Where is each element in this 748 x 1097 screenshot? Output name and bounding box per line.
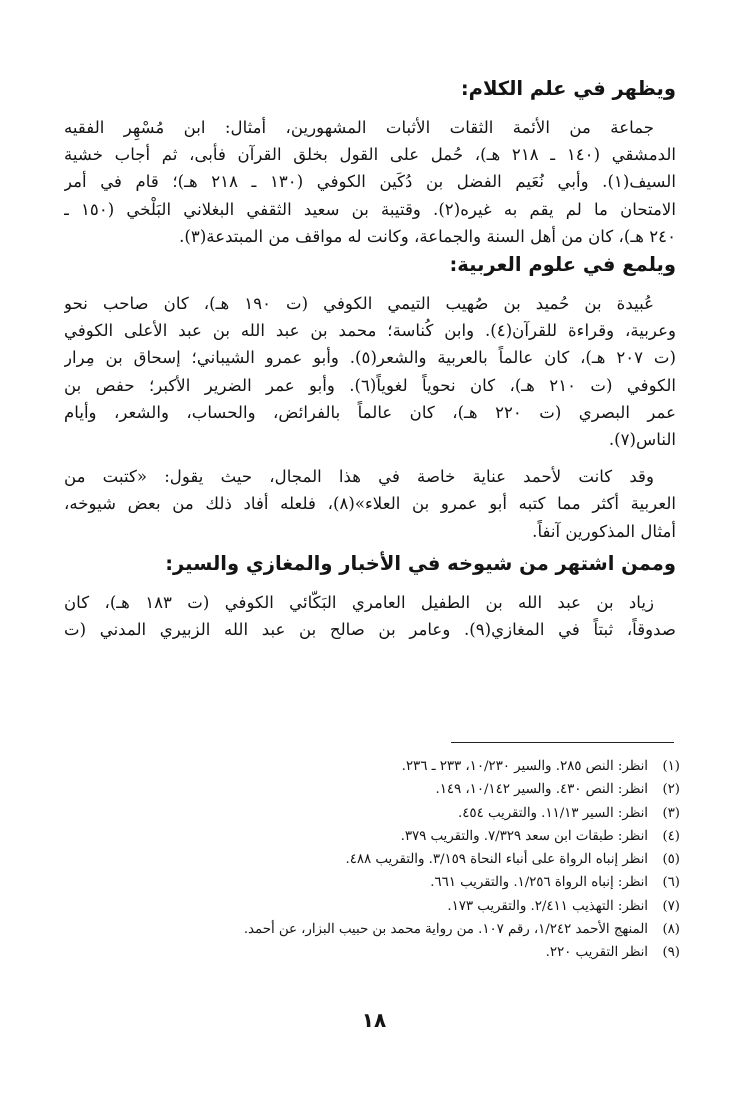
footnote-text: انظر: طبقات ابن سعد ٧/٣٢٩. والتقريب ٣٧٩.: [400, 828, 648, 844]
footnote-number: (٨): [662, 922, 680, 938]
footnotes: [120, 755, 680, 965]
footnote-divider: [451, 742, 674, 743]
paragraph: [64, 290, 676, 453]
section-heading: ويظهر في علم الكلام:: [460, 77, 676, 100]
text-line: وعربية، وقراءة للقرآن(٤). وابن كُناسة؛ محمد بن عبد الله بن عبد الأعلى الكوفي: [64, 321, 676, 341]
text-line: الامتحان ما لم يقم به غيره(٢). وقتيبة بن سعيد الثقفي البغلاني البَلْخي (١٥٠ ـ: [64, 199, 676, 219]
footnote-number: (١): [662, 759, 680, 774]
footnote-number: (٢): [662, 782, 680, 798]
page-number: ١٨: [361, 1008, 387, 1032]
footnote-number: (٧): [662, 898, 680, 914]
footnote: [120, 918, 680, 941]
section-heading: وممن اشتهر من شيوخه في الأخبار والمغازي والسير:: [165, 551, 676, 575]
footnote: [120, 802, 680, 825]
footnote-number: (٤): [662, 828, 680, 844]
footnote: [120, 755, 680, 778]
paragraph: [64, 589, 676, 643]
text-line: العربية أكثر مما كتبه أبو عمرو بن العلاء»(٨)، فلعله أفاد ذلك من بعض شيوخه،: [64, 494, 676, 514]
text-line: الناس(٧).: [608, 430, 676, 450]
footnote-text: انظر: النص ٢٨٥. والسير ١٠/٢٣٠، ٢٣٣ ـ ٢٣٦.: [401, 759, 648, 774]
section-heading: ويلمع في علوم العربية:: [449, 253, 676, 277]
footnote-text: انظر: التهذيب ٢/٤١١. والتقريب ١٧٣.: [447, 898, 648, 914]
text-line: السيف(١). وأبي نُعَيم الفضل بن دُكَين الكوفي (١٣٠ ـ ٢١٨ هـ)؛ قام في أمر: [64, 172, 676, 192]
footnote-number: (٣): [662, 805, 680, 821]
text-line: صدوقاً، ثبتاً في المغازي(٩). وعامر بن صالح بن عبد الله الزبيري المدني (ت: [64, 620, 676, 640]
text-line: (ت ٢٠٧ هـ)، كان عالماً بالعربية والشعر(٥). وأبو عمرو الشيباني؛ إسحاق بن مِرار: [64, 348, 676, 368]
footnote: [120, 895, 680, 918]
footnote-text: انظر: إنباه الرواة ١/٢٥٦. والتقريب ٦٦١.: [430, 875, 648, 891]
footnote-text: انظر التقريب ٢٢٠.: [545, 945, 648, 961]
footnote-text: انظر إنباه الرواة على أنباء النحاة ٣/١٥٩. والتقريب ٤٨٨.: [345, 852, 648, 868]
footnote: [120, 848, 680, 871]
text-line: زياد بن عبد الله بن الطفيل العامري البَكّائي الكوفي (ت ١٨٣ هـ)، كان: [64, 592, 654, 612]
text-line: عُبيدة بن حُميد بن صُهيب التيمي الكوفي (ت ١٩٠ هـ)، كان صاحب نحو: [64, 294, 654, 314]
text-line: عمر البصري (ت ٢٢٠ هـ)، كان عالماً بالفرائض، والحساب، والشعر، وأيام: [64, 402, 676, 422]
text-line: الكوفي (ت ٢١٠ هـ)، كان نحوياً لغوياً(٦). وأبو عمر الضرير الأكبر؛ حفص بن: [64, 375, 676, 395]
footnote: [120, 871, 680, 894]
footnote: [120, 825, 680, 848]
text-line: وقد كانت لأحمد عناية خاصة في هذا المجال، حيث يقول: «كتبت من: [64, 467, 654, 487]
paragraph: [64, 463, 676, 545]
footnote-number: (٥): [662, 852, 680, 868]
footnote-number: (٦): [662, 875, 680, 891]
footnote-number: (٩): [662, 945, 680, 961]
text-line: أمثال المذكورين آنفاً.: [532, 521, 676, 541]
text-line: ٢٤٠ هـ)، كان من أهل السنة والجماعة، وكانت له مواقف من المبتدعة(٣).: [179, 226, 676, 246]
text-line: جماعة من الأئمة الثقات الأثبات المشهورين، أمثال: ابن مُسْهِر الفقيه: [64, 118, 654, 137]
footnote-text: انظر: السير ١١/١٣. والتقريب ٤٥٤.: [458, 805, 648, 821]
footnote: [120, 941, 680, 964]
footnote-text: انظر: النص ٤٣٠. والسير ١٠/١٤٢، ١٤٩.: [435, 782, 648, 798]
footnote: [120, 778, 680, 801]
paragraph: [64, 114, 676, 250]
main-text: [64, 74, 676, 643]
text-line: الدمشقي (١٤٠ ـ ٢١٨ هـ)، حُمل على القول بخلق القرآن فأبى، ثم أجاب خشية: [64, 145, 676, 165]
footnote-text: المنهج الأحمد ١/٢٤٢، رقم ١٠٧. من رواية محمد بن حبيب البزار، عن أحمد.: [243, 922, 648, 938]
